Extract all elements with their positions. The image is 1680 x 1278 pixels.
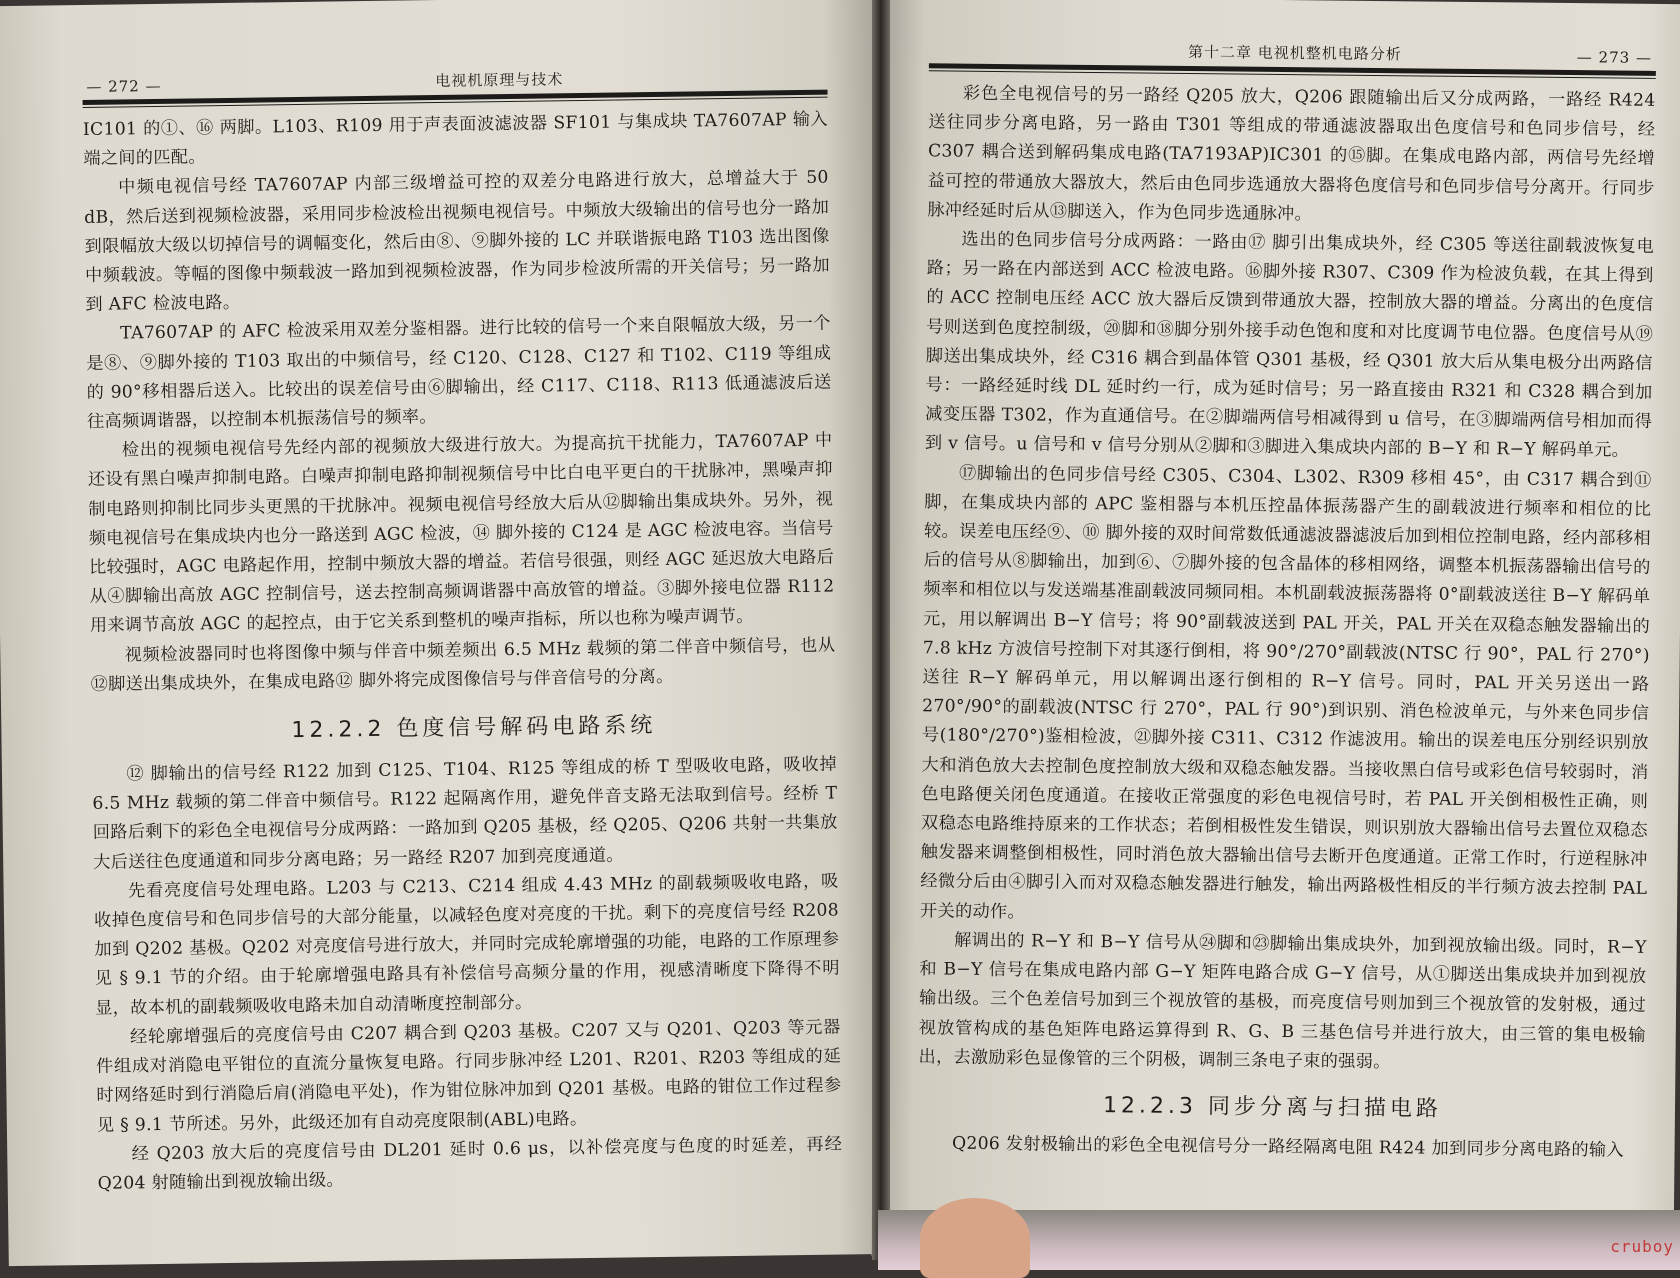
paragraph: 视频检波器同时也将图像中频与伴音中频差频出 6.5 MHz 载频的第二伴音中频信号，也从⑫脚送出集成块外，在集成电路⑫ 脚外将完成图像信号与伴音信号的分离。 [90, 635, 836, 695]
left-running-title: 电视机原理与技术 [435, 70, 564, 91]
watermark: cruboy [1610, 1237, 1674, 1256]
section-heading: 12.2.3 同步分离与扫描电路 [1102, 1093, 1443, 1122]
section-heading: 12.2.2 色度信号解码电路系统 [291, 713, 657, 744]
paragraph: 检出的视频电视信号先经内部的视频放大级进行放大。为提高抗干扰能力，TA7607AP 中还设有黑白噪声抑制电路。白噪声抑制电路抑制视频信号中比白电平更白的干扰脉冲，黑噪声抑制电路则抑制比同步头更黑的干扰脉冲。视频电视信号经放大后从⑫脚输出集成块外。另外，视频电视信号在集成块内也分一路送到 AGC 检波，⑭ 脚外接的 C124 是 AGC 检波电容。当信号比较强时，AGC 电路起作用，控制中频放大器的增益。若信号很强，则经 AGC 延迟放大电路后从④脚输出高放 AGC 控制信号，送去控制高频调谐器中高放管的增益。③脚外接电位器 R112 用来调节高放 AGC 的起控点，由于它关系到整机的噪声指标，所以也称为噪声调节。 [87, 430, 835, 637]
right-page [871, 0, 1680, 1264]
left-page-number: — 272 — [86, 76, 162, 96]
paragraph: ⑰脚输出的色同步信号经 C305、C304、L302、R309 移相 45°，由 C317 耦合到⑪ 脚，在集成块内部的 APC 鉴相器与本机压控晶体振荡器产生的副载波进行频率和相位的比较。误差电压经⑨、⑩ 脚外接的双时间常数低通滤波器滤波后加到相位控制电路，经内部移相后的信号从⑧脚输出，加到⑥、⑦脚外接的包含晶体的移相网络，调整本机振荡器输出信号的频率和相位以与发送端基准副载波同频同相。本机副载波振荡器将 0°副载波送往 B−Y 解码单元，用以解调出 B−Y 信号；将 90°副载波送到 PAL 开关，PAL 开关在双稳态触发器输出的 7.8 kHz 方波信号控制下对其逐行倒相，将 90°/270°副载波(NTSC 行 90°，PAL 行 270°)送往 R−Y 解码单元，用以解调出逐行倒相的 R−Y 信号。同时，PAL 开关另送出一路 270°/90°的副载波(NTSC 行 270°，PAL 行 90°)到识别、消色检波单元，与外来色同步信号(180°/270°)鉴相检波，㉑脚外接 C311、C312 作滤波用。输出的误差电压分别经识别放大和消色放大去控制色度控制放大级和双稳态触发器。当接收黑白信号或彩色信号较弱时，消色电路便关闭色度通道。在接收正常强度的彩色电视信号时，若 PAL 开关倒相极性正确，则双稳态电路维持原来的工作状态；若倒相极性发生错误，则识别放大器输出信号去置位双稳态触发器来调整倒相极性，同时消色放大器输出信号去断开色度通道。正常工作时，行逆程脉冲经微分后由④脚引入而对双稳态触发器进行触发，输出两路极性相反的半行频方波去控制 PAL 开关的动作。 [919, 463, 1652, 923]
paragraph: IC101 的①、⑯ 两脚。L103、R109 用于声表面波滤波器 SF101 与集成块 TA7607AP 输入端之间的匹配。 [82, 109, 829, 170]
paragraph: 解调出的 R−Y 和 B−Y 信号从㉔脚和㉓脚输出集成块外，加到视放输出级。同时，R−Y 和 B−Y 信号在集成电路内部 G−Y 矩阵电路合成 G−Y 信号，从①脚送出集成块并加到视放输出级。三个色差信号加到三个视放管的基极，而亮度信号则加到三个视放管的发射极，通过视放管构成的基色矩阵电路运算得到 R、G、B 三基色信号并进行放大，由三管的集电极输出，去激励彩色显像管的三个阴极，调制三条电子束的强弱。 [918, 930, 1647, 1072]
right-page-number: — 273 — [1576, 48, 1653, 67]
book-gutter [872, 0, 890, 1260]
thumb [920, 1198, 1030, 1278]
paragraph: 先看亮度信号处理电路。L203 与 C213、C214 组成 4.43 MHz 的副载频吸收电路，吸收掉色度信号和色同步信号的大部分能量，以减轻色度对亮度的干扰。剩下的亮度信号经 R208 加到 Q202 基极。Q202 对亮度信号进行放大，并同时完成轮廓增强的功能，电路的工作原理参见 § 9.1 节的介绍。由于轮廓增强电路具有补偿信号高频分量的作用，视感清晰度下降得不明显，故本机的副载频吸收电路未加自动清晰度控制部分。 [93, 871, 840, 1019]
paragraph: ⑫ 脚输出的信号经 R122 加到 C125、T104、R125 等组成的桥 T 型吸收电路，吸收掉 6.5 MHz 载频的第二伴音中频信号。R122 起隔离作用，避免伴音支路无法取到信号。经桥 T 回路后剩下的彩色全电视信号分成两路：一路加到 Q205 基极，经 Q205、Q206 共射一共集放大后送往色度通道和同步分离电路；另一路经 R207 加到亮度通道。 [92, 754, 838, 873]
chapter-title: 第十二章 电视机整机电路分析 [1187, 43, 1402, 64]
paragraph: 选出的色同步信号分成两路：一路由⑰ 脚引出集成块外，经 C305 等送往副载波恢复电路；另一路在内部送到 ACC 检波电路。⑯脚外接 R307、C309 作为检波负载，在其上得到的 ACC 控制电压经 ACC 放大器后反馈到带通放大器，控制放大器的增益。分离出的色度信号则送到色度控制级，⑳脚和⑱脚分别外接手动色饱和度和对比度调节电位器。色度信号从⑲脚送出集成块外，经 C316 耦合到晶体管 Q301 基极，经 Q301 放大后从集电极分出两路信号：一路经延时线 DL 延时约一行，成为延时信号；另一路直接由 R321 和 C328 耦合到加减变压器 T302，作为直通信号。在②脚端两信号相减得到 u 信号，在③脚端两信号相加而得到 v 信号。u 信号和 v 信号分别从②脚和③脚进入集成块内部的 B−Y 和 R−Y 解码单元。 [924, 229, 1655, 462]
paragraph: 经轮廓增强后的亮度信号由 C207 耦合到 Q203 基极。C207 又与 Q201、Q203 等元器件组成对消隐电平钳位的直流分量恢复电路。行同步脉冲经 L201、R201、R203 等组成的延时网络延时到行消隐后肩(消隐电平处)，作为钳位脉冲加到 Q201 基极。电路的钳位工作过程参见 § 9.1 节所述。另外，此级还加有自动亮度限制(ABL)电路。 [95, 1017, 842, 1136]
paragraph: 经 Q203 放大后的亮度信号由 DL201 延时 0.6 μs，以补偿亮度与色度的时延差，再经 Q204 射随输出到视放输出级。 [97, 1134, 843, 1194]
paragraph: 彩色全电视信号的另一路经 Q205 放大，Q206 跟随输出后又分成两路，一路经 R424 送往同步分离电路，另一路由 T301 等组成的带通滤波器取出色度信号和色同步信号，经 C307 耦合送到解码集成电路(TA7193AP)IC301 的⑮脚。在集成电路内部，两信号先经增益可控的带通放大器放大，然后由色同步选通放大器将色度信号和色同步信号分离开。行同步脉冲经延时后从⑬脚送入，作为色同步选通脉冲。 [927, 83, 1656, 225]
paragraph: 中频电视信号经 TA7607AP 内部三级增益可控的双差分电路进行放大，总增益大于 50 dB，然后送到视频检波器，采用同步检波检出视频电视信号。中频放大级输出的信号也分一路加到限幅放大级以切掉信号的调幅变化，然后由⑧、⑨脚外接的 LC 并联谐振电路 T103 选出图像中频载波。等幅的图像中频载波一路加到视频检波器，作为同步检波所需的开关信号；另一路加到 AFC 检波电路。 [84, 167, 831, 316]
paragraph: TA7607AP 的 AFC 检波采用双差分鉴相器。进行比较的信号一个来自限幅放大级，另一个是⑧、⑨脚外接的 T103 取出的中频信号，经 C120、C128、C127 和 T102、C119 等组成的 90°移相器后送入。比较出的误差信号由⑥脚输出，经 C117、C118、R113 低通滤波后送往高频调谐器，以控制本机振荡信号的频率。 [86, 313, 832, 432]
paragraph: Q206 发射极输出的彩色全电视信号分一路经隔离电阻 R424 加到同步分离电路的输入 [951, 1133, 1625, 1161]
